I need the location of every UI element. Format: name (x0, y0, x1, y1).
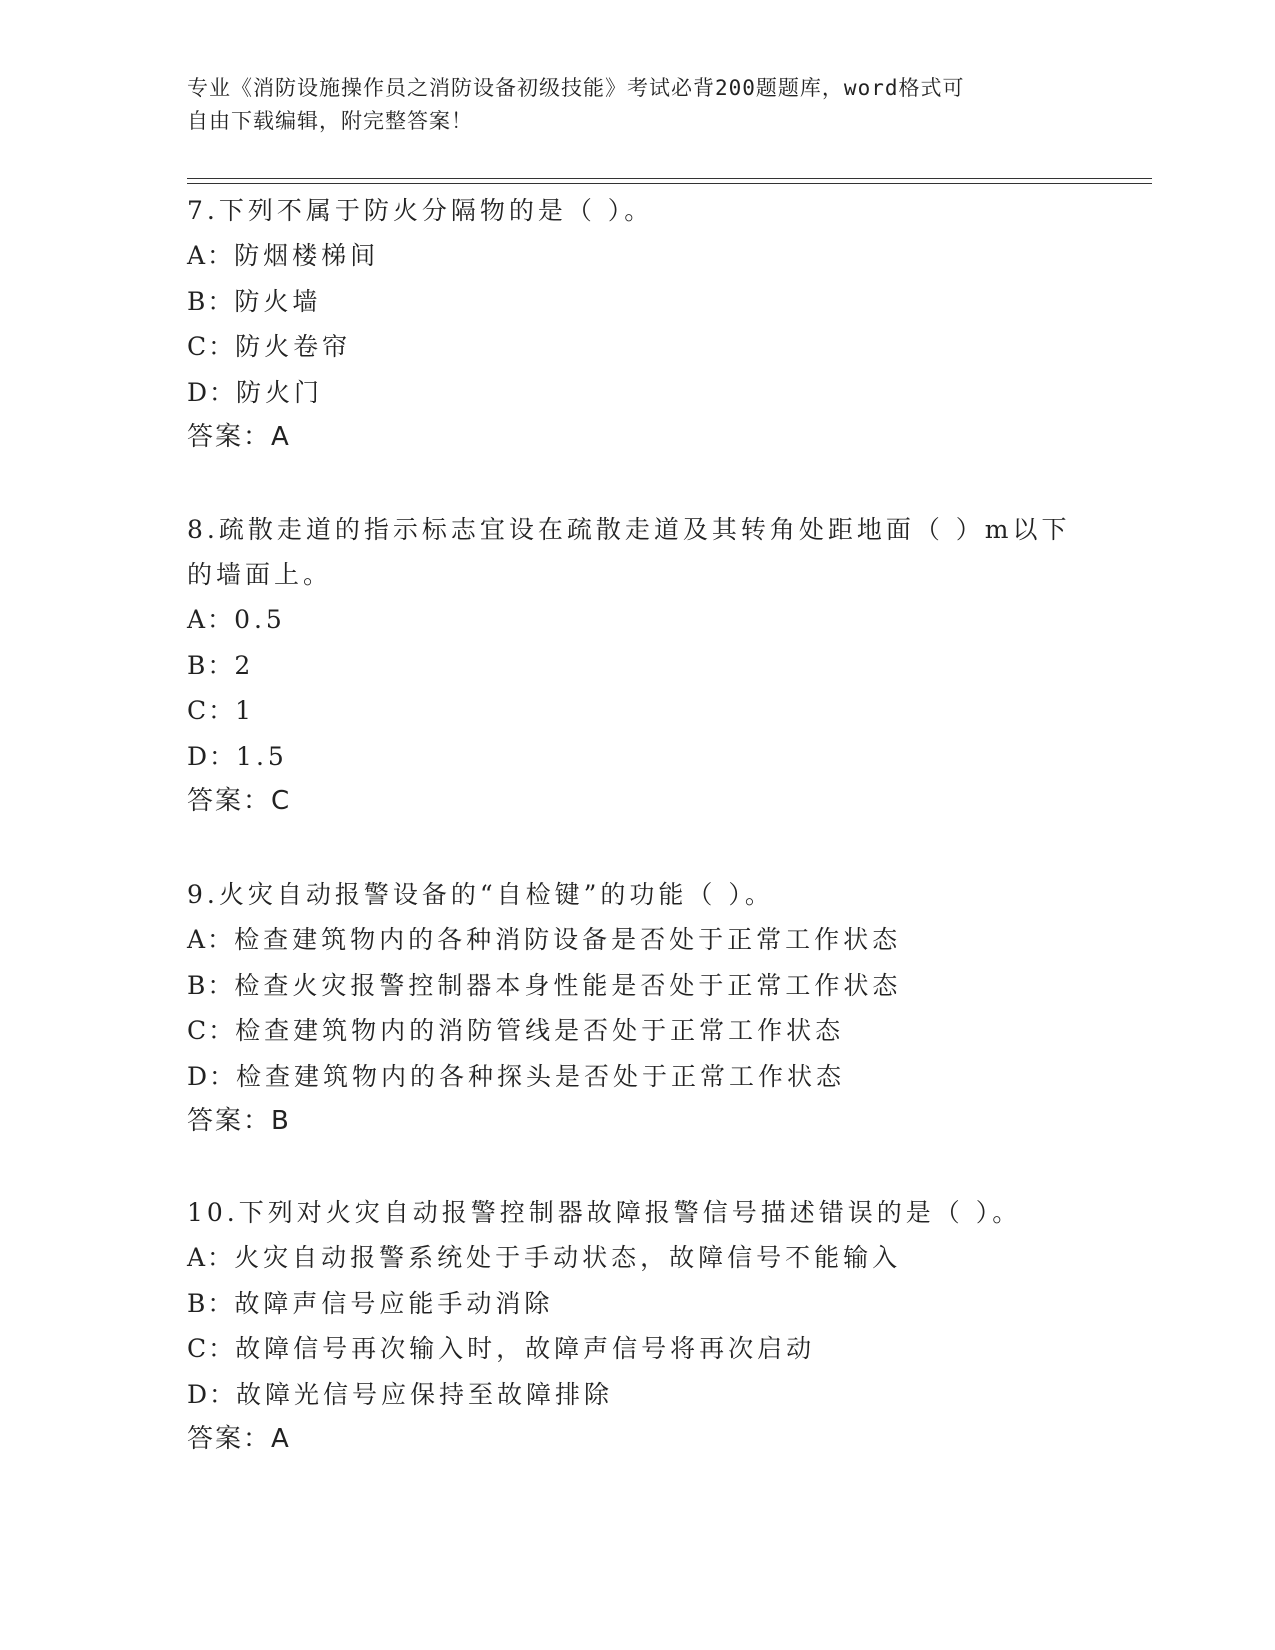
option-key: C： (187, 696, 236, 725)
option-b (187, 1281, 1087, 1327)
option-key: B： (187, 286, 235, 316)
option-key: C： (187, 1334, 236, 1363)
option-d (187, 1372, 1087, 1418)
question-stem: 7.下列不属于防火分隔物的是（ ）。 (187, 196, 654, 225)
option-c (187, 324, 1087, 370)
option-key: B： (187, 970, 235, 1000)
option-a (187, 1235, 1087, 1281)
option-a (187, 233, 1087, 279)
option-b (187, 279, 1087, 325)
option-c (187, 1008, 1087, 1054)
question-stem: 8.疏散走道的指示标志宜设在疏散走道及其转角处距地面（ ）m以下的墙面上。 (187, 515, 1071, 589)
answer-line: 答案：A (187, 1424, 291, 1454)
answer-line: 答案：A (187, 422, 291, 452)
header-line-1: 专业《消防设施操作员之消防设备初级技能》考试必背200题题库，word格式可 (187, 76, 965, 100)
option-text: 火灾自动报警系统处于手动状态，故障信号不能输入 (234, 1243, 902, 1272)
answer-line: 答案：B (187, 1106, 291, 1136)
option-b (187, 643, 1087, 689)
option-text: 检查建筑物内的消防管线是否处于正常工作状态 (235, 1016, 845, 1045)
option-key: A： (187, 241, 235, 270)
header-divider-top (187, 178, 1152, 179)
document-header (187, 72, 1067, 138)
option-key: B： (187, 650, 235, 680)
option-key: B： (187, 1288, 235, 1318)
question-stem: 9.火灾自动报警设备的“自检键”的功能（ ）。 (187, 880, 774, 909)
option-a (187, 917, 1087, 963)
option-text: 故障信号再次输入时，故障声信号将再次启动 (235, 1334, 816, 1363)
option-key: A： (187, 605, 235, 634)
option-text: 1 (235, 696, 256, 725)
option-d (187, 734, 1087, 780)
option-key: D： (187, 377, 237, 407)
option-key: A： (187, 1243, 235, 1272)
option-key: D： (187, 1061, 237, 1091)
option-b (187, 963, 1087, 1009)
option-text: 检查建筑物内的各种消防设备是否处于正常工作状态 (234, 925, 902, 954)
option-text: 防火门 (236, 377, 324, 407)
question-7 (187, 188, 1087, 460)
option-text: 2 (234, 650, 255, 680)
option-text: 防火墙 (234, 286, 322, 316)
question-8 (187, 507, 1087, 824)
option-c (187, 1326, 1087, 1372)
option-key: D： (187, 741, 237, 771)
answer-line: 答案：C (187, 786, 292, 816)
question-9 (187, 872, 1087, 1144)
option-key: A： (187, 925, 235, 954)
option-key: D： (187, 1379, 237, 1409)
option-key: C： (187, 332, 236, 361)
question-stem: 10.下列对火灾自动报警控制器故障报警信号描述错误的是（ ）。 (187, 1198, 1022, 1227)
option-text: 检查建筑物内的各种探头是否处于正常工作状态 (236, 1061, 846, 1091)
option-text: 防烟楼梯间 (234, 241, 380, 270)
option-text: 故障光信号应保持至故障排除 (236, 1379, 614, 1409)
header-divider-bottom (187, 183, 1152, 184)
option-text: 0.5 (234, 605, 286, 634)
option-text: 1.5 (236, 741, 288, 771)
option-key: C： (187, 1016, 236, 1045)
header-line-2: 自由下载编辑，附完整答案！ (187, 109, 473, 133)
option-d (187, 1054, 1087, 1100)
option-a (187, 597, 1087, 643)
option-d (187, 370, 1087, 416)
option-text: 防火卷帘 (235, 332, 352, 361)
option-c (187, 688, 1087, 734)
question-10 (187, 1190, 1087, 1462)
option-text: 检查火灾报警控制器本身性能是否处于正常工作状态 (234, 970, 902, 1000)
option-text: 故障声信号应能手动消除 (234, 1288, 554, 1318)
